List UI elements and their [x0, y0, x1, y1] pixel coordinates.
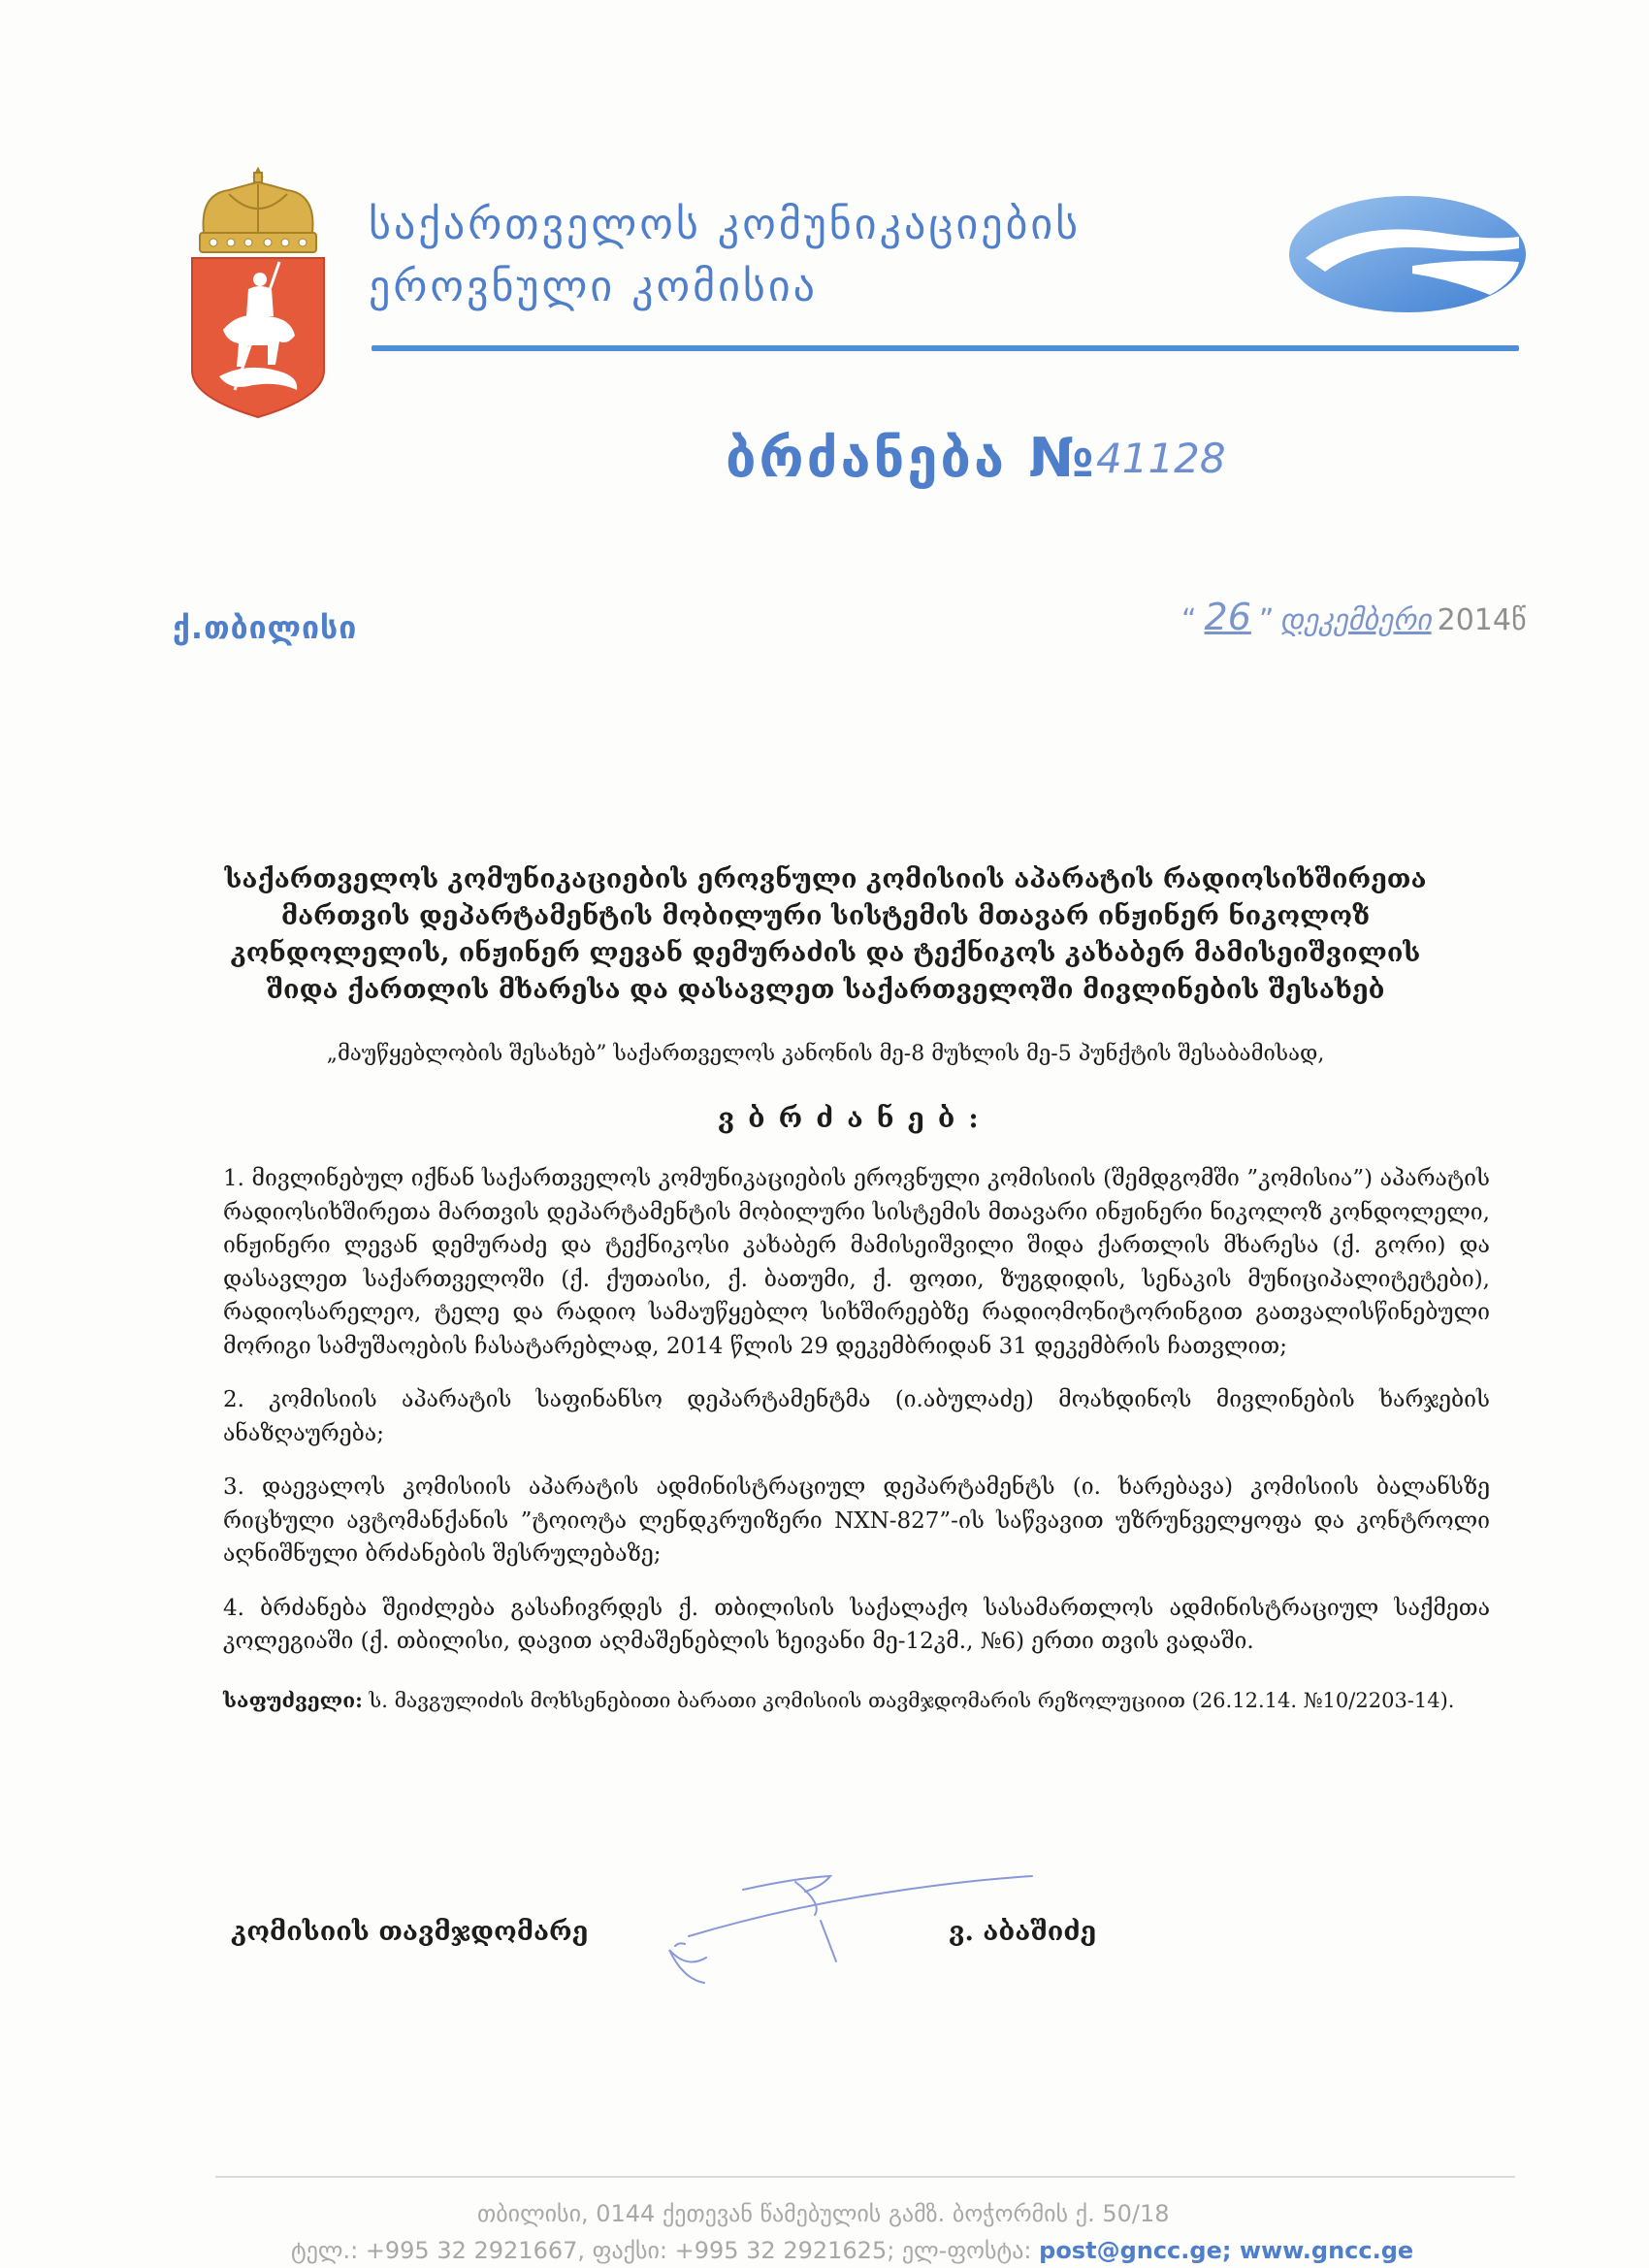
- handwritten-signature: [650, 1843, 1057, 1989]
- date-month: დეკემბერი: [1279, 603, 1432, 637]
- order-number: 41128: [1096, 435, 1226, 482]
- gncc-logo-icon: [1286, 190, 1529, 316]
- footer-contacts: [291, 2237, 1413, 2264]
- date-day: 26: [1204, 596, 1251, 638]
- signer-position: კომისიის თავმჯდომარე: [231, 1917, 589, 1947]
- order-paragraph-4: 4. ბრძანება შეიძლება გასაჩივრდეს ქ. თბილისის საქალაქო სასამართლოს ადმინისტრაციულ საქმეთა კოლეგიაში (ქ. თბილისი, დავით აღმაშენებლის ხეივანი მე-12კმ., №6) ერთი თვის ვადაში.: [223, 1595, 1490, 1654]
- signer-name: ვ. აბაშიძე: [949, 1917, 1097, 1947]
- organization-name-line1: საქართველოს კომუნიკაციების: [369, 200, 1082, 249]
- order-paragraph-1: 1. მივლინებულ იქნან საქართველოს კომუნიკაციების ეროვნული კომისიის (შემდგომში ”კომისია”) აპარატის რადიოსიხშირეთა მართვის დეპარტამენტის მობილური სისტემის მთავარი ინჟინერი ნიკოლოზ კონდოლელი, ინჟინერი ლევან დემურაძე და ტექნიკოსი კახაბერ მამისეიშვილი შიდა ქართლის მხარესა (ქ. გორი) და დასავლეთ საქართველოში (ქ. ქუთაისი, ქ. ბათუმი, ქ. ფოთი, ზუგდიდის, სენაკის მუნიციპალიტეტები), რადიოსარელეო, ტელე და რადიო სამაუწყებლო სიხშირეებზე რადიომონიტორინგით გათვალისწინებული მორიგი სამუშაოების ჩასატარებლად, 2014 წლის 29 დეკემბრიდან 31 დეკემბრის ჩათვლით;: [223, 1166, 1490, 1359]
- order-subject: საქართველოს კომუნიკაციების ეროვნული კომისიის აპარატის რადიოსიხშირეთა მართვის დეპარტამენტის მობილური სისტემის მთავარ ინჟინერ ნიკოლოზ კონდოლელის, ინჟინერ ლევან დემურაძის და ტექნიკოს კახაბერ მამისეიშვილის შიდა ქართლის მხარესა და დასავლეთ საქართველოში მივლინების შესახებ: [224, 864, 1427, 1005]
- footer-divider: [215, 2176, 1515, 2178]
- footer-separator: ;: [1221, 2237, 1240, 2264]
- order-body: [223, 1162, 1490, 1716]
- organization-name-line2: ეროვნული კომისია: [369, 262, 818, 311]
- date-close-quote: ”: [1258, 603, 1275, 637]
- legal-basis-preamble: „მაუწყებლობის შესახებ” საქართველოს კანონის მე-8 მუხლის მე-5 პუნქტის შესაბამისად,: [326, 1042, 1325, 1066]
- footer-address: თბილისი, 0144 ქეთევან წამებულის გამზ. ბოჭორმის ქ. 50/18: [477, 2200, 1170, 2227]
- footer-phone-fax: ტელ.: +995 32 2921667, ფაქსი: +995 32 2921625; ელ-ფოსტა:: [291, 2237, 1040, 2264]
- order-paragraph-3: 3. დაევალოს კომისიის აპარატის ადმინისტრაციულ დეპარტამენტს (ი. ხარებავა) კომისიის ბალანსზე რიცხული ავტომანქანის ”ტოიოტა ლენდკრუიზერი NXN-827”-ის საწვავით უზრუნველყოფა და კონტროლი აღნიშნული ბრძანების შესრულებაზე;: [223, 1474, 1490, 1567]
- date-open-quote: “: [1181, 603, 1197, 637]
- georgian-coat-of-arms-icon: [190, 165, 326, 419]
- basis-text: ს. მავგულიძის მოხსენებითი ბარათი კომისიის თავმჯდომარის რეზოლუციით (26.12.14. №10/2203-14).: [362, 1688, 1455, 1712]
- footer-email-link[interactable]: post@gncc.ge: [1039, 2237, 1222, 2264]
- basis-note: [223, 1685, 1490, 1716]
- footer-website-link[interactable]: www.gncc.ge: [1239, 2237, 1414, 2264]
- order-date: [1181, 596, 1526, 638]
- organization-name: [369, 194, 1242, 318]
- order-paragraph-2: 2. კომისიის აპარატის საფინანსო დეპარტამენტმა (ი.აბულაძე) მოახდინოს მივლინების ხარჯების ანაზღაურება;: [223, 1387, 1490, 1446]
- basis-label: საფუძველი:: [223, 1687, 363, 1712]
- date-year: 2014წ: [1437, 603, 1527, 637]
- place-of-issue: ქ.თბილისი: [173, 609, 358, 646]
- letterhead-divider: [372, 345, 1519, 351]
- order-title: ბრძანება №: [726, 427, 1097, 490]
- orders-heading: ვბრძანებ:: [718, 1102, 992, 1134]
